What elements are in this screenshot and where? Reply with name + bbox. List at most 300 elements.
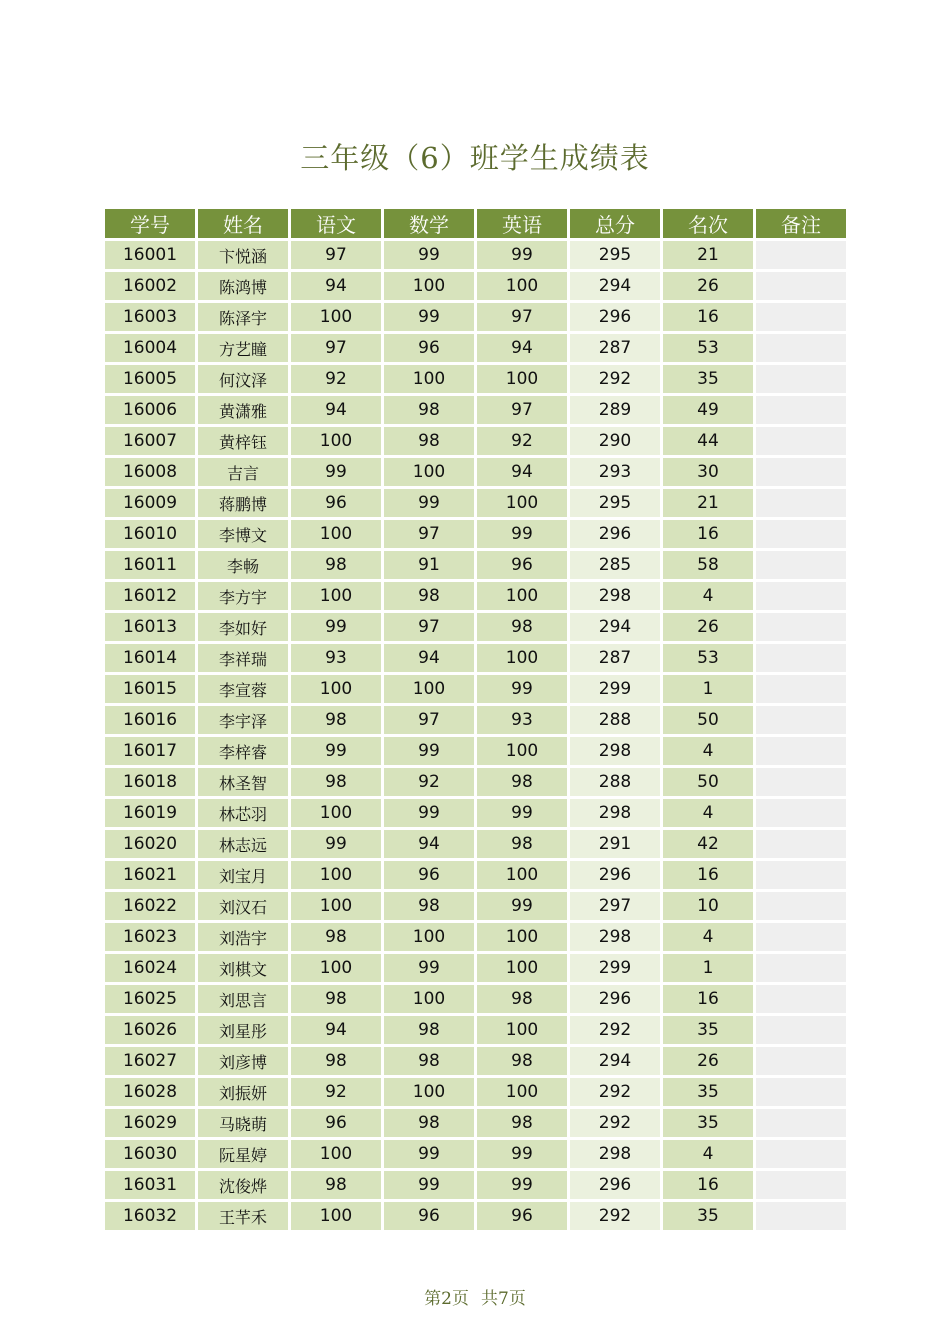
cell-math: 99 [384,1171,474,1199]
cell-rank: 35 [663,1016,753,1044]
cell-student-id: 16031 [105,1171,195,1199]
table-row [105,706,846,734]
cell-total: 294 [570,272,660,300]
cell-name: 林芯羽 [198,799,288,827]
cell-chinese: 98 [291,985,381,1013]
cell-chinese: 99 [291,458,381,486]
table-header-row [105,209,846,238]
cell-name: 刘汉石 [198,892,288,920]
cell-rank: 16 [663,520,753,548]
cell-student-id: 16020 [105,830,195,858]
cell-name: 李如好 [198,613,288,641]
cell-name: 黄梓钰 [198,427,288,455]
cell-rank: 4 [663,1140,753,1168]
cell-english: 100 [477,861,567,889]
cell-student-id: 16011 [105,551,195,579]
cell-total: 297 [570,892,660,920]
cell-name: 黄潇雅 [198,396,288,424]
cell-english: 100 [477,737,567,765]
cell-total: 289 [570,396,660,424]
cell-total: 296 [570,520,660,548]
cell-english: 100 [477,272,567,300]
cell-remarks [756,1202,846,1230]
cell-remarks [756,706,846,734]
cell-rank: 4 [663,923,753,951]
cell-math: 98 [384,582,474,610]
cell-total: 294 [570,1047,660,1075]
cell-english: 93 [477,706,567,734]
cell-english: 96 [477,1202,567,1230]
page-total: 共7页 [481,1289,526,1309]
cell-student-id: 16001 [105,241,195,269]
cell-rank: 53 [663,334,753,362]
cell-remarks [756,272,846,300]
col-header-english: 英语 [477,209,567,238]
col-header-total: 总分 [570,209,660,238]
cell-total: 298 [570,1140,660,1168]
cell-math: 96 [384,861,474,889]
cell-english: 99 [477,675,567,703]
cell-rank: 50 [663,768,753,796]
cell-remarks [756,892,846,920]
cell-remarks [756,954,846,982]
cell-total: 298 [570,737,660,765]
cell-english: 98 [477,613,567,641]
cell-math: 99 [384,737,474,765]
cell-name: 李博文 [198,520,288,548]
cell-total: 295 [570,489,660,517]
cell-english: 98 [477,985,567,1013]
cell-english: 100 [477,489,567,517]
table-row [105,613,846,641]
table-row [105,1202,846,1230]
cell-name: 刘宝月 [198,861,288,889]
cell-name: 李祥瑞 [198,644,288,672]
cell-chinese: 100 [291,1140,381,1168]
cell-remarks [756,241,846,269]
cell-chinese: 100 [291,1202,381,1230]
cell-total: 295 [570,241,660,269]
cell-total: 296 [570,303,660,331]
grades-table [102,206,849,1233]
table-row [105,1109,846,1137]
cell-english: 98 [477,768,567,796]
cell-chinese: 100 [291,427,381,455]
cell-rank: 26 [663,272,753,300]
cell-remarks [756,768,846,796]
cell-rank: 26 [663,613,753,641]
cell-english: 99 [477,241,567,269]
cell-math: 100 [384,985,474,1013]
cell-rank: 16 [663,1171,753,1199]
cell-name: 刘彦博 [198,1047,288,1075]
cell-math: 100 [384,365,474,393]
cell-remarks [756,675,846,703]
cell-english: 98 [477,1047,567,1075]
cell-student-id: 16030 [105,1140,195,1168]
cell-name: 马晓萌 [198,1109,288,1137]
table-row [105,954,846,982]
cell-chinese: 97 [291,241,381,269]
cell-total: 292 [570,1016,660,1044]
cell-student-id: 16026 [105,1016,195,1044]
cell-name: 卞悦涵 [198,241,288,269]
cell-student-id: 16017 [105,737,195,765]
cell-chinese: 100 [291,954,381,982]
cell-remarks [756,334,846,362]
table-row [105,1047,846,1075]
cell-english: 99 [477,799,567,827]
cell-name: 何汶泽 [198,365,288,393]
cell-name: 李宣蓉 [198,675,288,703]
cell-remarks [756,985,846,1013]
cell-english: 99 [477,520,567,548]
cell-student-id: 16029 [105,1109,195,1137]
cell-english: 99 [477,892,567,920]
cell-rank: 16 [663,861,753,889]
cell-chinese: 94 [291,1016,381,1044]
cell-remarks [756,1016,846,1044]
cell-student-id: 16016 [105,706,195,734]
cell-name: 王芊禾 [198,1202,288,1230]
cell-rank: 49 [663,396,753,424]
cell-chinese: 99 [291,613,381,641]
cell-total: 296 [570,985,660,1013]
cell-student-id: 16022 [105,892,195,920]
cell-name: 吉言 [198,458,288,486]
table-row [105,1171,846,1199]
cell-student-id: 16002 [105,272,195,300]
cell-rank: 4 [663,799,753,827]
cell-name: 刘振妍 [198,1078,288,1106]
cell-remarks [756,799,846,827]
cell-total: 285 [570,551,660,579]
cell-name: 李宇泽 [198,706,288,734]
cell-remarks [756,427,846,455]
cell-chinese: 100 [291,582,381,610]
cell-rank: 35 [663,1202,753,1230]
cell-math: 100 [384,923,474,951]
cell-name: 陈鸿博 [198,272,288,300]
col-header-chinese: 语文 [291,209,381,238]
cell-rank: 4 [663,582,753,610]
cell-student-id: 16023 [105,923,195,951]
cell-chinese: 99 [291,830,381,858]
cell-chinese: 100 [291,892,381,920]
cell-math: 97 [384,706,474,734]
cell-total: 299 [570,675,660,703]
cell-math: 97 [384,613,474,641]
cell-total: 296 [570,1171,660,1199]
table-row [105,737,846,765]
cell-math: 99 [384,799,474,827]
cell-remarks [756,489,846,517]
cell-total: 291 [570,830,660,858]
cell-english: 100 [477,1078,567,1106]
page-title: 三年级（6）班学生成绩表 [300,141,650,175]
cell-math: 100 [384,675,474,703]
cell-chinese: 98 [291,1171,381,1199]
cell-name: 刘思言 [198,985,288,1013]
table-row [105,892,846,920]
cell-total: 296 [570,861,660,889]
cell-math: 99 [384,489,474,517]
table-row [105,334,846,362]
cell-student-id: 16012 [105,582,195,610]
cell-english: 99 [477,1171,567,1199]
table-row [105,458,846,486]
table-row [105,551,846,579]
cell-name: 沈俊烨 [198,1171,288,1199]
cell-math: 98 [384,1047,474,1075]
cell-math: 99 [384,303,474,331]
cell-english: 94 [477,458,567,486]
cell-chinese: 98 [291,923,381,951]
cell-student-id: 16028 [105,1078,195,1106]
table-row [105,365,846,393]
cell-math: 98 [384,1016,474,1044]
cell-rank: 58 [663,551,753,579]
cell-remarks [756,520,846,548]
table-row [105,644,846,672]
cell-remarks [756,613,846,641]
cell-student-id: 16009 [105,489,195,517]
table-row [105,303,846,331]
cell-chinese: 100 [291,303,381,331]
cell-total: 290 [570,427,660,455]
table-row [105,799,846,827]
cell-remarks [756,582,846,610]
cell-remarks [756,1171,846,1199]
cell-rank: 21 [663,241,753,269]
cell-math: 98 [384,396,474,424]
cell-chinese: 97 [291,334,381,362]
cell-remarks [756,861,846,889]
cell-math: 96 [384,1202,474,1230]
cell-english: 100 [477,954,567,982]
table-row [105,520,846,548]
cell-rank: 1 [663,954,753,982]
table-row [105,489,846,517]
cell-english: 99 [477,1140,567,1168]
cell-student-id: 16015 [105,675,195,703]
cell-total: 298 [570,923,660,951]
cell-total: 292 [570,365,660,393]
cell-student-id: 16025 [105,985,195,1013]
cell-name: 李畅 [198,551,288,579]
cell-math: 99 [384,1140,474,1168]
cell-student-id: 16032 [105,1202,195,1230]
cell-name: 刘棋文 [198,954,288,982]
cell-chinese: 98 [291,551,381,579]
cell-remarks [756,1109,846,1137]
cell-chinese: 94 [291,396,381,424]
cell-remarks [756,1078,846,1106]
table-body [105,241,846,1230]
table-row [105,861,846,889]
cell-rank: 30 [663,458,753,486]
cell-student-id: 16021 [105,861,195,889]
cell-rank: 50 [663,706,753,734]
cell-name: 李梓睿 [198,737,288,765]
cell-rank: 35 [663,365,753,393]
cell-student-id: 16027 [105,1047,195,1075]
cell-math: 98 [384,1109,474,1137]
table-row [105,768,846,796]
cell-chinese: 92 [291,1078,381,1106]
cell-chinese: 92 [291,365,381,393]
table-row [105,923,846,951]
cell-remarks [756,737,846,765]
cell-name: 蒋鹏博 [198,489,288,517]
table-row [105,1140,846,1168]
cell-math: 92 [384,768,474,796]
col-header-math: 数学 [384,209,474,238]
cell-student-id: 16007 [105,427,195,455]
cell-remarks [756,830,846,858]
cell-name: 李方宇 [198,582,288,610]
table-row [105,272,846,300]
cell-total: 299 [570,954,660,982]
cell-rank: 26 [663,1047,753,1075]
cell-remarks [756,303,846,331]
cell-name: 刘星彤 [198,1016,288,1044]
cell-rank: 42 [663,830,753,858]
cell-english: 97 [477,303,567,331]
cell-total: 292 [570,1109,660,1137]
cell-math: 91 [384,551,474,579]
table-row [105,1078,846,1106]
cell-total: 288 [570,706,660,734]
cell-total: 298 [570,799,660,827]
cell-student-id: 16014 [105,644,195,672]
cell-chinese: 94 [291,272,381,300]
cell-student-id: 16006 [105,396,195,424]
cell-chinese: 93 [291,644,381,672]
cell-english: 100 [477,365,567,393]
cell-total: 287 [570,334,660,362]
table-row [105,241,846,269]
cell-english: 100 [477,582,567,610]
cell-rank: 16 [663,985,753,1013]
cell-name: 林圣智 [198,768,288,796]
cell-math: 94 [384,830,474,858]
table-row [105,427,846,455]
table-row [105,1016,846,1044]
cell-total: 292 [570,1078,660,1106]
cell-math: 99 [384,241,474,269]
cell-student-id: 16010 [105,520,195,548]
cell-student-id: 16008 [105,458,195,486]
cell-remarks [756,1047,846,1075]
cell-math: 98 [384,427,474,455]
cell-chinese: 100 [291,675,381,703]
cell-math: 100 [384,458,474,486]
cell-remarks [756,644,846,672]
cell-name: 陈泽宇 [198,303,288,331]
col-header-rank: 名次 [663,209,753,238]
cell-chinese: 100 [291,861,381,889]
cell-rank: 16 [663,303,753,331]
cell-chinese: 96 [291,489,381,517]
cell-chinese: 100 [291,520,381,548]
page-number: 第2页 [424,1289,469,1309]
cell-remarks [756,396,846,424]
cell-total: 292 [570,1202,660,1230]
col-header-student-id: 学号 [105,209,195,238]
cell-student-id: 16004 [105,334,195,362]
page-footer [0,1284,950,1309]
table-row [105,985,846,1013]
cell-name: 阮星婷 [198,1140,288,1168]
cell-rank: 21 [663,489,753,517]
cell-english: 96 [477,551,567,579]
cell-chinese: 98 [291,706,381,734]
cell-chinese: 96 [291,1109,381,1137]
cell-total: 288 [570,768,660,796]
cell-rank: 53 [663,644,753,672]
cell-rank: 10 [663,892,753,920]
cell-math: 99 [384,954,474,982]
col-header-remarks: 备注 [756,209,846,238]
cell-english: 100 [477,1016,567,1044]
cell-rank: 35 [663,1109,753,1137]
table-row [105,396,846,424]
cell-student-id: 16024 [105,954,195,982]
cell-english: 98 [477,1109,567,1137]
cell-rank: 1 [663,675,753,703]
cell-name: 刘浩宇 [198,923,288,951]
cell-remarks [756,1140,846,1168]
cell-remarks [756,365,846,393]
cell-rank: 35 [663,1078,753,1106]
cell-math: 98 [384,892,474,920]
table-row [105,830,846,858]
cell-english: 97 [477,396,567,424]
cell-rank: 44 [663,427,753,455]
cell-english: 94 [477,334,567,362]
cell-student-id: 16005 [105,365,195,393]
cell-total: 294 [570,613,660,641]
cell-english: 98 [477,830,567,858]
col-header-name: 姓名 [198,209,288,238]
cell-total: 287 [570,644,660,672]
cell-total: 293 [570,458,660,486]
cell-math: 97 [384,520,474,548]
cell-english: 92 [477,427,567,455]
cell-english: 100 [477,923,567,951]
cell-chinese: 100 [291,799,381,827]
cell-student-id: 16003 [105,303,195,331]
cell-name: 方艺瞳 [198,334,288,362]
table-row [105,582,846,610]
cell-rank: 4 [663,737,753,765]
cell-math: 100 [384,1078,474,1106]
cell-english: 100 [477,644,567,672]
cell-total: 298 [570,582,660,610]
cell-chinese: 99 [291,737,381,765]
cell-student-id: 16019 [105,799,195,827]
cell-remarks [756,923,846,951]
cell-math: 96 [384,334,474,362]
cell-chinese: 98 [291,1047,381,1075]
cell-remarks [756,458,846,486]
table-row [105,675,846,703]
cell-math: 94 [384,644,474,672]
cell-chinese: 98 [291,768,381,796]
cell-math: 100 [384,272,474,300]
cell-name: 林志远 [198,830,288,858]
